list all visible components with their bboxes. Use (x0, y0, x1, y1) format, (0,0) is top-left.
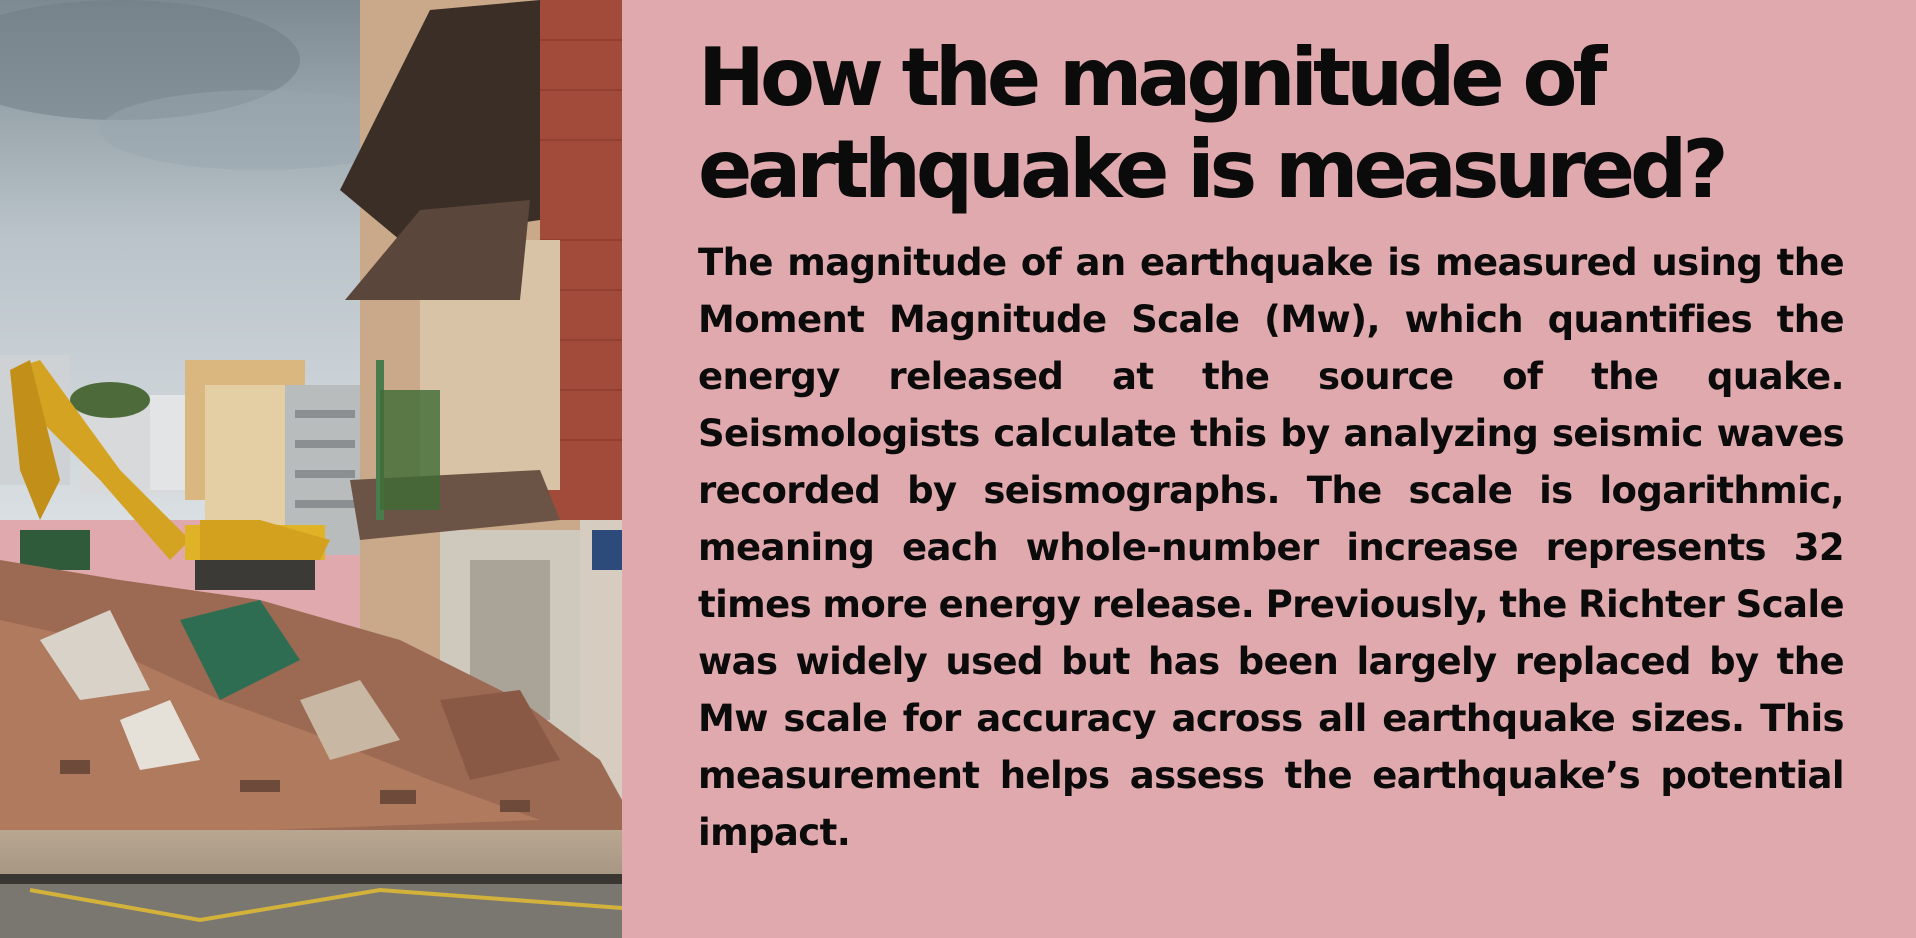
slide-title (698, 32, 1844, 216)
text-panel (698, 32, 1844, 861)
demolition-illustration (0, 0, 622, 938)
body-paragraph: The magnitude of an earthquake is measured using the Moment Magnitude Scale (Mw), which quantifies the energy released at the source of the quake. Seismologists calculate this by analyzing seismic waves recorded by seismographs. The scale is logarithmic, meaning each whole-number increase represents 32 times more energy release. Previously, the Richter Scale was widely used but has been largely replaced by the Mw scale for accuracy across all earthquake sizes. This measurement helps assess the earthquake’s potential impact. (698, 241, 1844, 854)
demolition-photo (0, 0, 622, 938)
title-line-1: How the magnitude of (698, 31, 1603, 124)
title-line-2: earthquake is measured? (698, 123, 1724, 216)
excavator-right (185, 520, 330, 590)
